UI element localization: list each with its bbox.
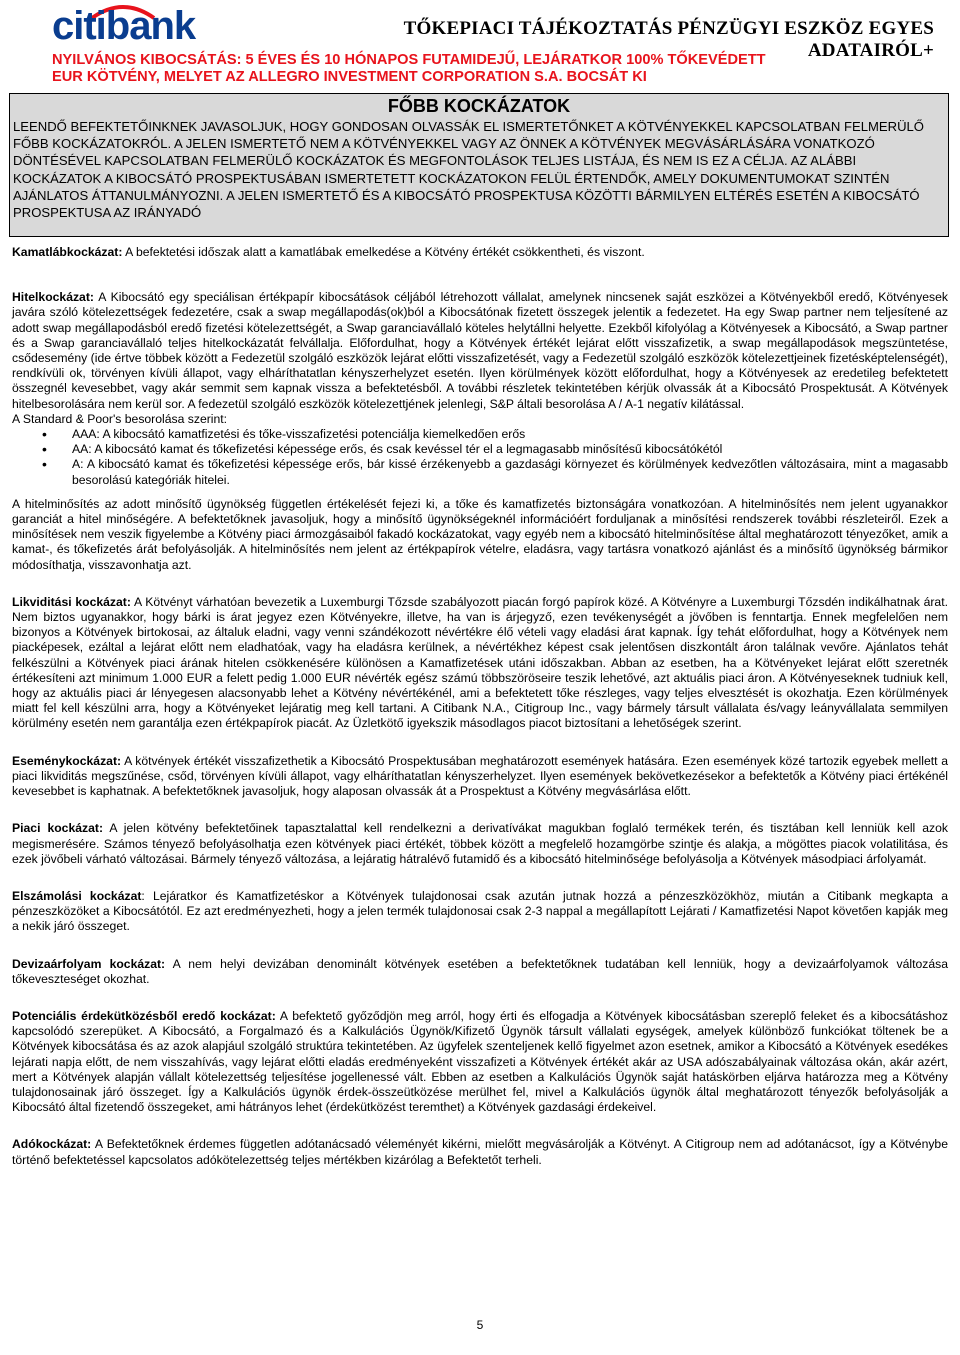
- settlement-risk: [12, 889, 948, 935]
- rating-note: A hitelminősítés az adott minősítő ügynökség független értékelését fejezi ki, a tőke és kamatfizetés biztonságára vonatkozóan. A hitelminősítés nem jelent ugyanakkor garanciát a hitel minőségére. A befektetőknek javasoljuk, hogy a minősítő ügynökségeknél információért forduljanak a minősítési rendszerek további részleteiről. Ezek a minősítések nem veszik figyelembe a Kötvény piaci ármozgásaiból fakadó kockázatokat, vagy egyéb nem a kibocsátó hitelminősítése által meghatározott tényezőket, amik a kamat-, és tőkefizetés árát befolyásolják. A hitelminősítés nem jelent az értékpapírok vételre, eladásra, vagy tartásra vonatkozó ajánlást és a minősítő ügynökség bármikor módosíthatja, visszavonhatja azt.: [12, 496, 948, 572]
- list-item: • A: A kibocsátó kamat és tőkefizetési képessége erős, bár kissé érzékenyebb a gazdasági környezet és körülmények kedvezőtlen változásaira, mint a magasabb besorolású kategóriák hitelei.: [42, 456, 948, 487]
- document-subtitle: [52, 52, 932, 86]
- section-text: A befektetési időszak alatt a kamatlábak emelkedése a Kötvény értékét csökkentheti, és viszont.: [122, 245, 645, 259]
- section-title: Elszámolási kockázat: [12, 888, 142, 903]
- list-item: • AA: A kibocsátó kamat és tőkefizetési képessége erős, és csak kevéssel tér el a legmagasabb minősítésű kibocsátókétól: [42, 441, 723, 458]
- interest-rate-risk: [12, 245, 948, 260]
- section-text: A Kötvényt várhatóan bevezetik a Luxemburgi Tőzsde szabályozott piacán forgó papírok közé. A Kötvényre a Luxemburgi Tőzsdén indikálhatnak árat. Nem biztos ugyanakkor, hogy bárki is árat jegyez ezen Kötvényekre, illetve, ha van is árjegyző, ezen tevékenységét a jövőben is fenntartja. Ennek megfelelően nem bizonyos a Kötvények birtokosai, az általuk eladni, vagy venni szándékozott névértékre élő vételi vagy eladási árat kapnak. Így tehát előfordulhat, hogy a Kötvények nem piacképesek, ezáltal a lejárat előtt nem eladhatóak, vagy ha eladásra kerülnek, a névértékhez képest csak jelentősen diszkontált áron találnak vevőre. Ajánlatos tehát felkészülni a Kötvények piaci árának hitelen csökkenésére különösen a Kamatfizetések utáni időszakban. Abban az esetben, ha a Kötvényeket lejárat előtt szeretnék értékesíteni azt minimum 1.000 EUR a felett pedig 1.000 EUR névérték egész számú többszöröseire teszik lehetővé, azt aktuális piaci áron. A Kötvényeseknek tudniuk kell, hogy az aktuális piaci ár lényegesen alacsonyabb lehet a Kötvény névértékénél, ami a befektetett tőke részleges, vagy teljes elvesztését is okozhatja. Ezen körülmények miatt fel kell készülni arra, hogy a Kötvényeket lejáratig meg kell tartani. A Citibank N.A., Citigroup Inc., vagy bármely társult vállalata és/vagy leányvállalata semmilyen körülmény esetén nem garantálja ezen értékpapírok piacát. Az Üzletkötő igyekszik másodlagos piacot biztosítani a lehetőségek szerint.: [12, 594, 948, 731]
- currency-risk: [12, 957, 948, 987]
- logo-text: citibank: [52, 4, 196, 48]
- page-number: 5: [476, 1318, 484, 1332]
- section-title: Piaci kockázat:: [12, 821, 104, 836]
- liquidity-risk: [12, 595, 948, 732]
- market-risk: [12, 821, 948, 867]
- credit-risk: [12, 290, 948, 412]
- section-title: Kamatlábkockázat:: [12, 245, 123, 259]
- bullet-icon: •: [42, 456, 47, 473]
- section-title: Hitelkockázat:: [12, 290, 94, 305]
- risk-sections: [12, 245, 948, 1168]
- list-item: • AAA: A kibocsátó kamatfizetési és tőke-visszafizetési potenciálja kiemelkedően erős: [42, 426, 526, 443]
- rating-list: [12, 427, 948, 488]
- section-text: A nem helyi devizában denominált kötvények esetében a befektetőknek tudatában kell lenniük, hogy a devizaárfolyamok változása tőkeveszteséget okozhat.: [12, 956, 948, 986]
- conflict-of-interest-risk: [12, 1009, 948, 1115]
- bullet-icon: •: [42, 426, 47, 443]
- event-risk: [12, 754, 948, 800]
- document-title: TŐKEPIACI TÁJÉKOZTATÁS PÉNZÜGYI ESZKÖZ EGYES ADATAIRÓL+: [403, 18, 934, 61]
- section-text: A kötvények értékét visszafizethetik a Kibocsátó Prospektusában meghatározott események hatására. Ezen események közé tartozik egyebek mellett a piaci likviditás megszűnése, csőd, törvényen kívüli állapot, vagy elháríthatatlan kényszerhelyzet. Ilyen események bekövetkezésekor a befektetők a Kötvény piaci értékénél kevesebbet is kaphatnak. A befektetőknek javasoljuk, hogy alaposan olvassák át a Prospektust a Kötvény megvásárlása előtt.: [12, 753, 948, 799]
- main-risks-heading: FŐBB KOCKÁZATOK: [387, 96, 571, 116]
- bullet-icon: •: [42, 441, 47, 458]
- section-title: Likviditási kockázat:: [12, 594, 131, 609]
- section-title: Adókockázat:: [12, 1137, 92, 1152]
- main-risks-text: LEENDŐ BEFEKTETŐINKNEK JAVASOLJUK, HOGY GONDOSAN OLVASSÁK EL ISMERTETŐNKET A KÖTVÉNYEKKEL KAPCSOLATBAN FELMERÜLŐ FŐBB KOCKÁZATOKRÓL. A JELEN ISMERTETŐ NEM A KÖTVÉNYEKKEL VAGY AZ ÖNNEK A KÖTVÉNYEK MEGVÁSÁRLÁSÁRA VONATKOZÓ DÖNTÉSÉVEL KAPCSOLATBAN FELMERÜLŐ KOCKÁZATOK ÉS MEGFONTOLÁSOK TELJES LISTÁJA, ÉS NEM IS EZ A CÉLJA. AZ ALÁBBI KOCKÁZATOK A KIBOCSÁTÓ PROSPEKTUSÁBAN ISMERTETETT KOCKÁZATOKON FELÜL ÉRTENDŐK, AMELY DOKUMENTUMOKAT SZINTÉN AJÁNLATOS ÁTTANULMÁNYOZNI. A JELEN ISMERTETŐ ÉS A KIBOCSÁTÓ PROSPEKTUSA KÖZÖTTI BÁRMILYEN ELTÉRÉS ESETÉN A KIBOCSÁTÓ PROSPEKTUSA AZ IRÁNYADÓ: [13, 119, 924, 221]
- page-header: [0, 0, 960, 92]
- section-text: A Kibocsátó egy speciálisan értékpapír kibocsátások céljából létrehozott vállalat, amelynek nincsenek saját eszközei a Kötvényekből eredő, Kötvényesek javára szóló kötelezettségek fedezetére, csak a swap megállapodás(ok)ból a Kibocsátónak fizetett összegek jelentik a fedezetet. Ha egy Swap partner nem teljesítené az adott swap megállapodásból eredő fizetési kötelezettségét, a Swap garanciavállaló köteles helytállni helyette. Ezekből kifolyólag a Kötvényesek a Kibocsátó, a Swap partner és a Swap garanciavállaló teljes hitelkockázatát felvállalja. Előfordulhat, hogy a Kötvények értékét lejárat előtt visszafizetik, a swap megállapodások megszüntetése, csődesemény (ide értve többek között a Fedezetül szolgáló eszközök lejárat előtti visszafizetését, vagy a Fedezetül szolgáló eszközök kötelezettjeinek fizetésképtelenségét), rendkívüli ok, törvényen kívüli állapot, vagy elháríthatatlan kényszerhelyzet esetén. Ilyen körülmények között előfordulhat, hogy a Kötvényesek az eredetileg befektetett összegnél kevesebbet, vagy akár semmit sem kapnak vissza a befektetésből. A további részletek tekintetében kérjük olvassák át a Kibocsátó Prospektusát. A Kötvények hitelbesorolására nem kerül sor. A fedezetül szolgáló eszközök kötelezettjének jelenlegi, S&P általi besorolása A / A-1 negatív kilátással.: [12, 290, 948, 411]
- citibank-logo: [52, 4, 217, 48]
- section-title: Eseménykockázat:: [12, 753, 122, 768]
- sp-rating-intro: A Standard & Poor's besorolása szerint:: [12, 411, 228, 426]
- subtitle-line-2: EUR KÖTVÉNY, MELYET AZ ALLEGRO INVESTMENT CORPORATION S.A. BOCSÁT KI: [52, 69, 647, 85]
- section-text: A Befektetőknek érdemes független adótanácsadó véleményét kikérni, mielőtt megvásárolják a Kötvényt. A Citigroup nem ad adótanácsot, így a Kötvénybe történő befektetéssel kapcsolatos adókötelezettség teljes mértékben kizárólag a Befektetőt terheli.: [12, 1137, 948, 1167]
- main-risks-box: [9, 93, 949, 237]
- section-text: A befektető győződjön meg arról, hogy érti és elfogadja a Kötvények kibocsátásban szereplő feleket és a kibocsátáshoz kapcsolódó szerepüket. A Kibocsátó, a Forgalmazó és a Kalkulációs Ügynök/Kifizető Ügynök társult vállalati egységek, amelyek különböző funkciókat töltenek be a Kötvények kibocsátása és az azok alapjául szolgáló struktúra tekintetében. Az ügyfelek szenteljenek kellő figyelmet azon esetnek, amikor a Kibocsátó a Kötvények esedékes lejárati napja előtt, de nem visszahívás, vagy lejárat előtti eladás eredményeként visszafizeti a Kötvények értékét akár az USA adószabályainak változása okán, akár azért, mert a Kötvények alapján vállalt kötelezettség teljesítése jogellenessé vált. Ebben az esetben a Kalkulációs Ügynök saját hatáskörben eljárva határozza meg a Kötvény tulajdonosainak járó összeget. Így a Kalkulációs ügynök érdek-összeütközése merülhet fel, mivel a Kalkulációs ügynök által meghatározott tényezők befolyásolják a Kibocsátó által fizetendő összegeket, ami hátrányos lehet (érdekütközést teremthet) a Kötvények gazdasági érdekeivel.: [12, 1008, 948, 1115]
- subtitle-line-1: NYILVÁNOS KIBOCSÁTÁS: 5 ÉVES ÉS 10 HÓNAPOS FUTAMIDEJŰ, LEJÁRATKOR 100% TŐKEVÉDETT: [52, 52, 766, 68]
- section-title: Devizaárfolyam kockázat:: [12, 956, 166, 971]
- section-text: A jelen kötvény befektetőinek tapasztalattal kell rendelkezni a derivatívákat magukban foglaló termékek terén, és tisztában kell lenniük kell azok megismerésére. Számos tényező befolyásolhatja ezen kötvények piaci értékét, többek között a megfelelő hozamgörbe szintje és alakja, a mögöttes piacok volatilitása, és ezek jövőbeli várható változásai. Bármely tényező változása, a lejáratig hátralévő futamidő és a kibocsátó hitelminősége befolyásolja a Kötvények másodpiaci árfolyamát.: [12, 821, 949, 866]
- tax-risk: [12, 1137, 948, 1167]
- section-text: : Lejáratkor és Kamatfizetéskor a Kötvények tulajdonosai csak azután jutnak hozzá a pénzeszközökhöz, miután a Citibank megkapta a pénzeszközöket a Kibocsátótól. Ez azt eredményezheti, hogy a jelen termék tulajdonosai csak 2-3 nappal a megállapított Lejárati / Kamatfizetési Napot követően kapják meg a nekik járó összeget.: [12, 888, 948, 934]
- section-title: Potenciális érdekütközésből eredő kockázat:: [12, 1008, 276, 1023]
